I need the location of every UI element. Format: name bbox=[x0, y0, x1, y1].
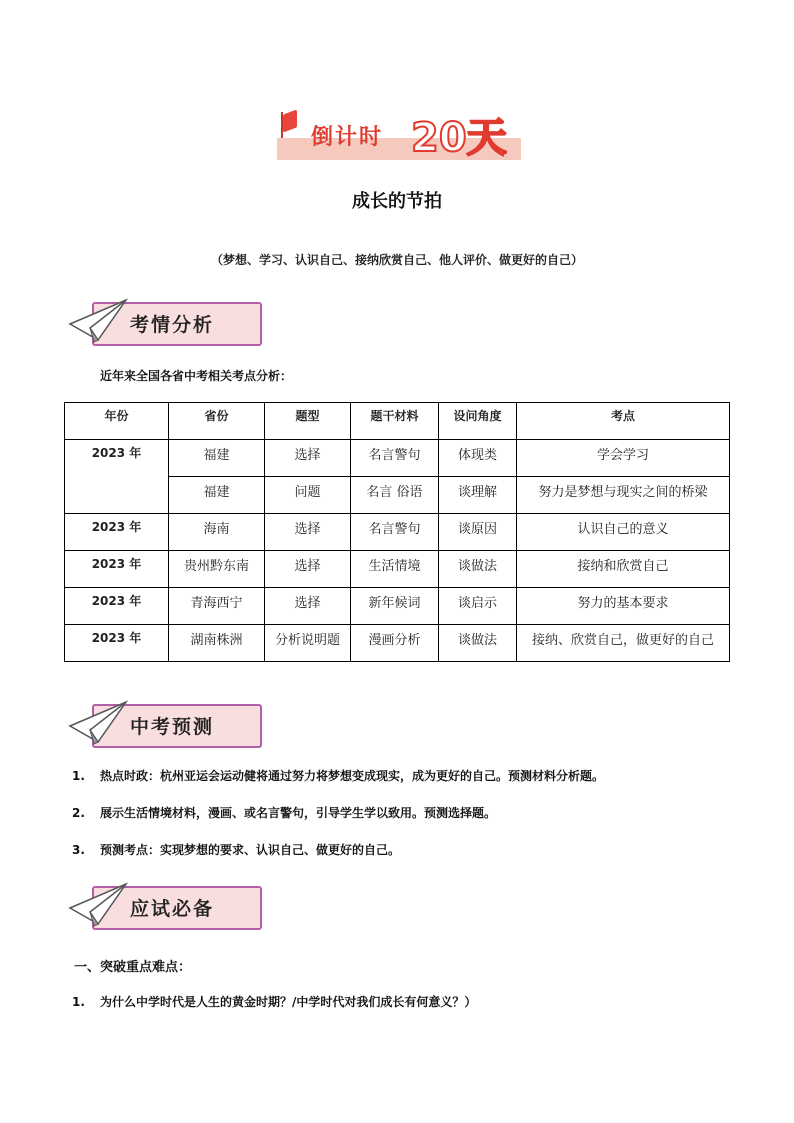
item-text: 热点时政：杭州亚运会运动健将通过努力将梦想变成现实，成为更好的自己。预测材料分析题。 bbox=[100, 769, 605, 783]
header-cell: 年份 bbox=[65, 403, 169, 440]
flag-icon bbox=[283, 109, 297, 132]
cell-angle: 谈启示 bbox=[439, 588, 517, 625]
table-header-row bbox=[65, 403, 730, 440]
header-cell: 题型 bbox=[265, 403, 351, 440]
cell-angle: 体现类 bbox=[439, 440, 517, 477]
section-analysis-header bbox=[68, 298, 268, 346]
cell-material: 新年候词 bbox=[351, 588, 439, 625]
banner-number: 20天 bbox=[411, 115, 507, 161]
cell-province: 湖南株洲 bbox=[169, 625, 265, 662]
paper-plane-icon bbox=[68, 700, 130, 746]
cell-type: 选择 bbox=[265, 514, 351, 551]
cell-material: 名言警句 bbox=[351, 440, 439, 477]
prep-item bbox=[72, 993, 476, 1010]
cell-type: 问题 bbox=[265, 477, 351, 514]
cell-type: 分析说明题 bbox=[265, 625, 351, 662]
cell-angle: 谈做法 bbox=[439, 551, 517, 588]
item-text: 预测考点：实现梦想的要求、认识自己、做更好的自己。 bbox=[100, 843, 401, 857]
section-label: 中考预测 bbox=[130, 716, 215, 738]
cell-province: 贵州黔东南 bbox=[169, 551, 265, 588]
table-row bbox=[65, 625, 730, 662]
cell-province: 海南 bbox=[169, 514, 265, 551]
section-prep-header bbox=[68, 882, 268, 930]
cell-year: 2023 年 bbox=[65, 625, 169, 662]
cell-year: 2023 年 bbox=[65, 588, 169, 625]
item-text: 为什么中学时代是人生的黄金时期？/中学时代对我们成长有何意义？） bbox=[100, 995, 477, 1009]
cell-province: 青海西宁 bbox=[169, 588, 265, 625]
item-number: 2. bbox=[72, 806, 85, 820]
item-text: 展示生活情境材料，漫画、或名言警句，引导学生学以致用。预测选择题。 bbox=[100, 806, 497, 820]
cell-type: 选择 bbox=[265, 440, 351, 477]
cell-year: 2023 年 bbox=[65, 551, 169, 588]
cell-material: 名言警句 bbox=[351, 514, 439, 551]
cell-angle: 谈做法 bbox=[439, 625, 517, 662]
cell-point: 学会学习 bbox=[517, 440, 730, 477]
table-row bbox=[65, 588, 730, 625]
table-row bbox=[65, 514, 730, 551]
cell-point: 认识自己的意义 bbox=[517, 514, 730, 551]
cell-province: 福建 bbox=[169, 477, 265, 514]
header-cell: 考点 bbox=[517, 403, 730, 440]
cell-point: 努力的基本要求 bbox=[517, 588, 730, 625]
cell-province: 福建 bbox=[169, 440, 265, 477]
page-title: 成长的节拍 bbox=[352, 191, 442, 212]
cell-point: 努力是梦想与现实之间的桥梁 bbox=[517, 477, 730, 514]
cell-angle: 谈原因 bbox=[439, 514, 517, 551]
exam-analysis-table bbox=[64, 402, 730, 662]
cell-point: 接纳、欣赏自己，做更好的自己 bbox=[517, 625, 730, 662]
forecast-item bbox=[72, 804, 496, 821]
forecast-item bbox=[72, 841, 400, 858]
cell-material: 生活情境 bbox=[351, 551, 439, 588]
cell-year: 2023 年 bbox=[65, 514, 169, 551]
header-cell: 省份 bbox=[169, 403, 265, 440]
cell-type: 选择 bbox=[265, 551, 351, 588]
analysis-intro: 近年来全国各省中考相关考点分析： bbox=[100, 369, 293, 383]
item-number: 3. bbox=[72, 843, 85, 857]
cell-type: 选择 bbox=[265, 588, 351, 625]
prep-subheading: 一、突破重点难点： bbox=[74, 960, 192, 975]
section-forecast-header bbox=[68, 700, 268, 748]
banner-text: 倒计时 bbox=[311, 125, 384, 150]
forecast-item bbox=[72, 767, 604, 784]
cell-material: 漫画分析 bbox=[351, 625, 439, 662]
page-subtitle: （梦想、学习、认识自己、接纳欣赏自己、他人评价、做更好的自己） bbox=[210, 253, 583, 267]
paper-plane-icon bbox=[68, 298, 130, 344]
section-label: 应试必备 bbox=[130, 898, 215, 920]
header-cell: 题干材料 bbox=[351, 403, 439, 440]
table-row bbox=[65, 440, 730, 477]
item-number: 1. bbox=[72, 995, 85, 1009]
header-cell: 设问角度 bbox=[439, 403, 517, 440]
section-label: 考情分析 bbox=[130, 314, 215, 336]
item-number: 1. bbox=[72, 769, 85, 783]
cell-material: 名言 俗语 bbox=[351, 477, 439, 514]
paper-plane-icon bbox=[68, 882, 130, 928]
cell-year: 2023 年 bbox=[65, 440, 169, 514]
countdown-banner bbox=[277, 110, 521, 160]
cell-point: 接纳和欣赏自己 bbox=[517, 551, 730, 588]
table-row bbox=[65, 551, 730, 588]
cell-angle: 谈理解 bbox=[439, 477, 517, 514]
